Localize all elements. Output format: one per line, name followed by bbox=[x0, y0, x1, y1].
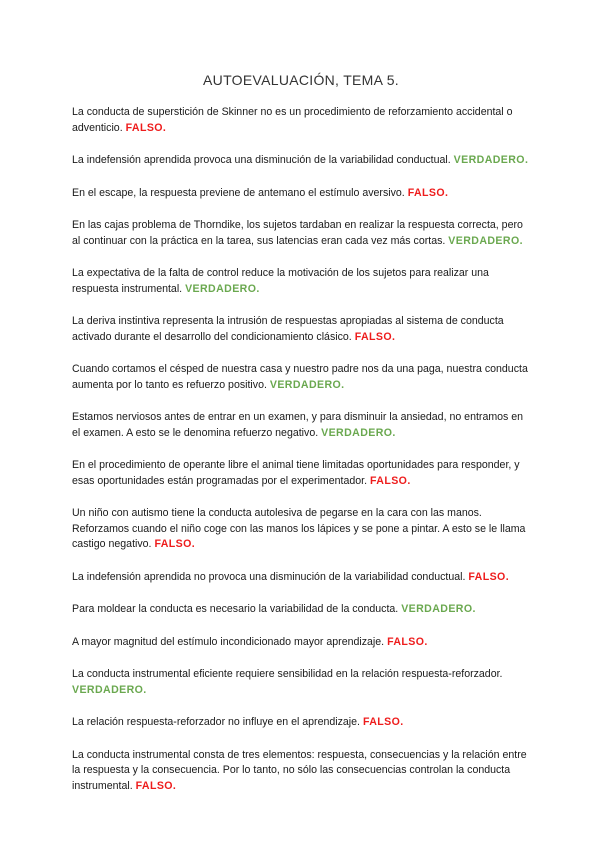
question-statement: Un niño con autismo tiene la conducta autolesiva de pegarse en la cara con las manos. Reforzamos cuando el niño coge con las manos los lápices y se pone a pintar. A esto se le llama castigo negativo. bbox=[72, 507, 526, 550]
question-statement: La conducta instrumental consta de tres elementos: respuesta, consecuencias y la relación entre la respuesta y la consecuencia. Por lo tanto, no sólo las consecuencias controlan la conducta instrumental. bbox=[72, 748, 527, 792]
question-statement: Cuando cortamos el césped de nuestra casa y nuestro padre nos da una paga, nuestra conducta aumenta por lo tanto es refuerzo positivo. bbox=[72, 363, 528, 391]
verdict-false-label: FALSO. bbox=[370, 474, 411, 487]
verdict-true-label: VERDADERO. bbox=[185, 282, 260, 295]
verdict-true-label: VERDADERO. bbox=[453, 154, 529, 166]
question-statement: En el escape, la respuesta previene de antemano el estímulo aversivo. bbox=[72, 186, 405, 199]
verdict-true-label: VERDADERO. bbox=[401, 603, 476, 615]
question-item bbox=[72, 602, 530, 618]
verdict-false-label: FALSO. bbox=[354, 330, 396, 343]
question-item bbox=[72, 266, 530, 297]
question-list bbox=[72, 105, 530, 794]
question-statement: En las cajas problema de Thorndike, los sujetos tardaban en realizar la respuesta correcta, pero al continuar con la práctica en la tarea, sus latencias eran cada vez más cortas. bbox=[72, 219, 523, 247]
verdict-false-label: FALSO. bbox=[135, 779, 177, 792]
question-statement: Estamos nerviosos antes de entrar en un examen, y para disminuir la ansiedad, no entramos en el examen. A esto se le denomina refuerzo negativo. bbox=[72, 411, 524, 439]
question-statement: La deriva instintiva representa la intrusión de respuestas apropiadas al sistema de conducta activado durante el desarrollo del condicionamiento clásico. bbox=[72, 315, 504, 343]
verdict-false-label: FALSO. bbox=[468, 570, 510, 583]
question-item bbox=[72, 667, 530, 698]
question-statement: A mayor magnitud del estímulo incondicionado mayor aprendizaje. bbox=[72, 635, 385, 648]
question-item bbox=[72, 635, 530, 651]
question-item bbox=[72, 105, 530, 136]
question-item bbox=[72, 410, 530, 441]
question-item bbox=[72, 153, 530, 169]
question-statement: Para moldear la conducta es necesario la variabilidad de la conducta. bbox=[72, 603, 399, 615]
verdict-false-label: FALSO. bbox=[362, 716, 404, 728]
page-title: AUTOEVALUACIÓN, TEMA 5. bbox=[203, 72, 399, 88]
question-item bbox=[72, 314, 530, 345]
verdict-false-label: FALSO. bbox=[407, 186, 449, 199]
verdict-true-label: VERDADERO. bbox=[72, 683, 147, 696]
verdict-false-label: FALSO. bbox=[154, 538, 196, 550]
question-item bbox=[72, 506, 530, 553]
question-statement: La conducta instrumental eficiente requiere sensibilidad en la relación respuesta-reforzador. bbox=[72, 668, 503, 680]
question-item bbox=[72, 715, 530, 731]
verdict-true-label: VERDADERO. bbox=[448, 234, 523, 247]
question-statement: La conducta de superstición de Skinner no es un procedimiento de reforzamiento accidental o adventicio. bbox=[72, 106, 513, 134]
question-item bbox=[72, 748, 530, 795]
question-item bbox=[72, 458, 530, 489]
verdict-false-label: FALSO. bbox=[125, 121, 167, 134]
verdict-false-label: FALSO. bbox=[387, 635, 428, 648]
question-statement: La indefensión aprendida provoca una disminución de la variabilidad conductual. bbox=[72, 154, 451, 166]
verdict-true-label: VERDADERO. bbox=[321, 426, 396, 439]
question-item bbox=[72, 186, 530, 202]
question-statement: La expectativa de la falta de control reduce la motivación de los sujetos para realizar una respuesta instrumental. bbox=[72, 267, 489, 295]
question-item bbox=[72, 362, 530, 393]
verdict-true-label: VERDADERO. bbox=[269, 378, 345, 391]
question-item bbox=[72, 570, 530, 586]
question-item bbox=[72, 218, 530, 249]
question-statement: La relación respuesta-reforzador no influye en el aprendizaje. bbox=[72, 716, 360, 728]
question-statement: En el procedimiento de operante libre el animal tiene limitadas oportunidades para responder, y esas oportunidades están programadas por el experimentador. bbox=[72, 459, 520, 487]
question-statement: La indefensión aprendida no provoca una disminución de la variabilidad conductual. bbox=[72, 570, 466, 583]
